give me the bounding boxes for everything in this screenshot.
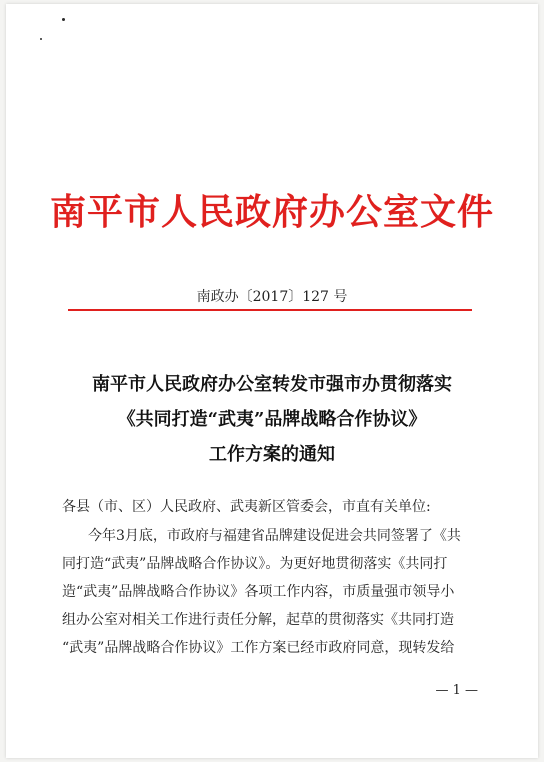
body-text-line: 组办公室对相关工作进行责任分解，起草的贯彻落实《共同打造: [62, 612, 454, 628]
scan-speck: [40, 38, 42, 40]
notice-title-line-3: 工作方案的通知: [209, 444, 335, 465]
body-text-line: “武夷”品牌战略合作协议》工作方案已经市政府同意，现转发给: [62, 640, 455, 656]
issuer-header-title: 南平市人民政府办公室文件: [49, 191, 494, 233]
notice-title-line-1: 南平市人民政府办公室转发市强市办贯彻落实: [92, 374, 452, 395]
body-text-line: 今年3月底，市政府与福建省品牌建设促进会共同签署了《共: [88, 528, 461, 544]
addressee-line: 各县（市、区）人民政府、武夷新区管委会，市直有关单位:: [62, 499, 431, 515]
body-text-line: 同打造“武夷”品牌战略合作协议》。为更好地贯彻落实《共同打: [62, 556, 448, 572]
notice-title-line-2: 《共同打造“武夷”品牌战略合作协议》: [117, 409, 427, 430]
scan-speck: [62, 18, 65, 21]
body-text-line: 造“武夷”品牌战略合作协议》各项工作内容，市质量强市领导小: [62, 584, 455, 600]
page-number: — 1 —: [435, 683, 478, 698]
document-number: 南政办〔2017〕127 号: [196, 289, 348, 305]
red-separator-line: [68, 309, 472, 311]
